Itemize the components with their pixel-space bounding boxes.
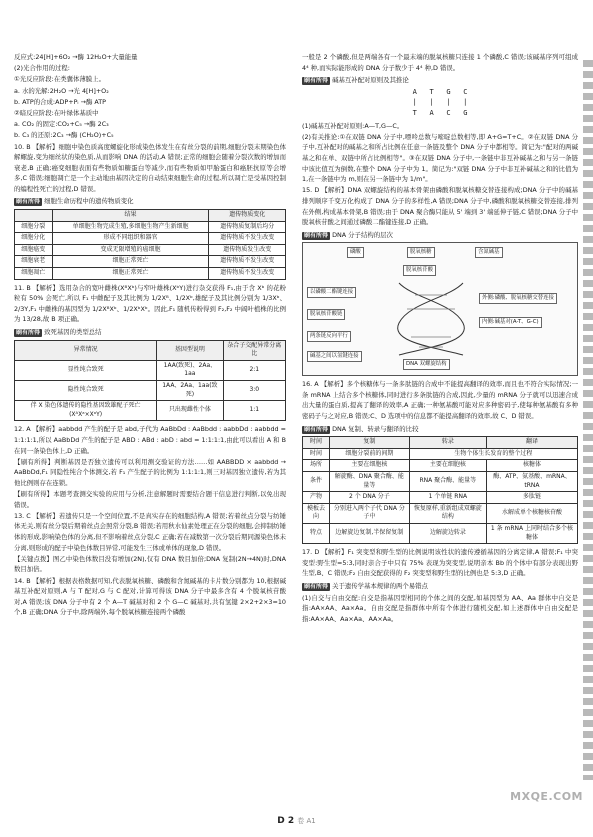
base-letter: C xyxy=(446,108,451,117)
base-letter: T xyxy=(412,108,417,117)
answer-13: 13. C 【解析】若遗传只是一个空间位置,不是真实存在的细胞结构,A 错误;若着丝点分裂与纺锤体无关,则有丝分裂后期着丝点会照常分裂,B 错误;若用秋水仙素处理正在分裂的细胞,会抑制纺锤体的形成,影响染色体的分离,但不影响着丝点分裂,C 正确;若在减数第一次分裂后期同源染色体未分离,则形成的配子中染色体数目异常,可能发生三体或单体的现象,D 错误。 xyxy=(14,511,286,552)
text-line: ①光反应阶段:在类囊体薄膜上。 xyxy=(14,75,105,84)
text-line: 反应式:24[H]+6O₂ →酶 12H₂O+大量能量 xyxy=(14,53,138,61)
table-cell: 细胞分化 xyxy=(15,233,53,245)
table-cell-changes xyxy=(14,209,286,280)
table-lethal-genes xyxy=(14,340,286,422)
tip-heading-16 xyxy=(302,424,578,435)
tip-badge: 刷有所得 xyxy=(16,198,41,206)
base-letter: G xyxy=(446,87,451,96)
table-cell: 主要在细胞核 xyxy=(329,460,409,472)
base-letter: C xyxy=(463,87,468,96)
table-cell: 多肽链 xyxy=(486,492,577,504)
tip-heading-1 xyxy=(302,75,578,86)
text-line: ②暗反应阶段:在叶绿体基质中 xyxy=(14,108,99,117)
text-line: a. CO₂ 的固定:CO₂+C₅ →酶 2C₃ xyxy=(14,120,109,129)
table-header xyxy=(15,210,53,222)
table-cell: 模板去向 xyxy=(303,503,330,523)
tip-title: 碱基互补配对原则及其推论 xyxy=(332,76,409,85)
table-cell: 条件 xyxy=(303,472,330,492)
table-cell: 时间 xyxy=(303,448,330,460)
table-cell: 伴 X 染色体遗传的隐性基因致雄配子死亡(XᴬXᵃ×XᵃY) xyxy=(15,401,157,421)
watermark-logo: MXQE.COM xyxy=(510,790,583,803)
table-header: 异常情况 xyxy=(15,340,157,360)
table-header: 结果 xyxy=(52,210,209,222)
answer-10: 10. B 【解析】细胞中染色质高度螺旋化形成染色体发生在有丝分裂的前期,细胞分裂末期染色体解螺旋,变为细丝状的染色质,从而影响 DNA 的活动,A 错误;正常的细胞会随着分裂次数的增加而衰老,B 正确;癌变细胞表面有些物质如糖蛋白等减少,而有些物质如甲胎蛋白和癌胚抗原等会增多,C 错误;细胞凋亡是一个主动地由基因决定的自动结束细胞生命的过程,所以凋亡是受基因控制的编程性死亡的过程,D 错误。 xyxy=(14,142,286,193)
table-cell: 场所 xyxy=(303,460,330,472)
edge-stripes xyxy=(583,60,593,780)
diagram-label: 含氮碱基 xyxy=(475,247,503,258)
table-row xyxy=(15,380,286,400)
text-line: (1)碱基互补配对原则:A—T,G—C。 xyxy=(302,121,404,130)
tip-title: 细胞生命历程中的遗传物质变化 xyxy=(44,197,134,206)
table-header: 基因型说明 xyxy=(157,340,223,360)
table-row xyxy=(15,221,286,233)
left-column xyxy=(14,52,286,619)
table-cell: 细胞分裂前的间期 xyxy=(329,448,409,460)
tip-title: DNA 复制、转录与翻译的比较 xyxy=(332,424,419,433)
tip-badge: 刷有所得 xyxy=(304,425,329,433)
table-cell: 分别进入两个子代 DNA 分子中 xyxy=(329,503,409,523)
tip-heading-10 xyxy=(14,196,286,207)
table-row xyxy=(15,401,286,421)
table-cell: 恢复原样,重新组成双螺旋结构 xyxy=(409,503,486,523)
answer-15: 15. D 【解析】DNA 双螺旋结构的基本骨架由磷酸和脱氧核糖交替连接构成;DNA 分子中的碱基排列顺序千变万化构成了 DNA 分子的多样性,A 错误;DNA 分子中,磷酸和脱氧核糖交替连接,排列在外侧,构成基本骨架,B 错误;由于 DNA 聚合酶只能从 5' 端到 3' 端延伸子链,C 错误;DNA 分子中脱氧核苷酸之间通过磷酸二酯键连接,D 正确。 xyxy=(302,186,578,227)
answer-12-note: 【刷有所得】判断基因是否独立遗传可以利用测交验证的方法……如 AABBDD × aabbdd → AaBbDd,F₁ 同隐性纯合个体测交,若 F₁ 产生配子的比例为 1:1:1:1,则三对基因独立遗传,若为其他比例则存在连锁。 xyxy=(14,457,286,487)
answer-12: 12. A 【解析】aabbdd 产生的配子是 abd,子代为 AaBbDd : AaBbdd : aabbDd : aabbdd = 1:1:1:1,所以 AaBbDd 产生的配子是 ABD : ABd : abD : abd = 1:1:1:1,由此可以看出 A 和 B 在同一条染色体上,D 正确。 xyxy=(14,425,286,455)
table-row xyxy=(15,360,286,380)
table-cell: 遗传物质不发生改变 xyxy=(209,233,286,245)
dna-structure-diagram xyxy=(302,242,578,376)
table-cell: 细胞分裂 xyxy=(15,221,53,233)
answer-11: 11. B 【解析】选用杂合的宽叶雌株(XᴮXᵇ)与窄叶雄株(XᵇY)进行杂交获得 F₁,由于含 Xᵇ 的花粉粒有 50% 会死亡,所以 F₁ 中雌配子及其比例为 1/2Xᴮ、1/2Xᵇ,雄配子及其比例分别为 1/3Xᵇ、2/3Y,F₁ 中雌株的基因型为 1/2XᴮXᵇ、1/2XᵇXᵇ。因此,F₁ 随机传粉得到 F₂,F₂ 中阔叶植株的比例为 13/28,故 B 项正确。 xyxy=(14,283,286,324)
diagram-label: 两条链反向平行 xyxy=(307,331,351,342)
table-cell: 形成不同组织和器官 xyxy=(52,233,209,245)
table-cell: 2 个 DNA 分子 xyxy=(329,492,409,504)
table-cell: 遗传物质发生改变 xyxy=(209,244,286,256)
table-cell: 遗传物质不发生改变 xyxy=(209,256,286,268)
table-cell: 酶、ATP、氨基酸、mRNA、tRNA xyxy=(486,472,577,492)
table-cell: 边解旋边转录 xyxy=(409,524,486,544)
table-row xyxy=(15,233,286,245)
text-line: (2)有关推论:①在双链 DNA 分子中,嘌呤总数与嘧啶总数相等,即 A+G=T+C。②在双链 DNA 分子中,互补配对的碱基之和所占比例在任意一条链及整个 DNA 分子中都相等。简记为:"配对的两碱基之和在单、双链中所占比例相等"。③在双链 DNA 分子中,一条链中非互补碱基之和与另一条链中该比值互为倒数,在整个 DNA 分子中为 1。简记为:"双链 DNA 分子中非互补碱基之和的比值为 1,在一条链中为 m,则在另一条链中为 1/m"。 xyxy=(302,132,578,184)
text-line: a. 水的光解:2H₂O →光 4[H]+O₂ xyxy=(14,86,109,95)
table-header: 时间 xyxy=(303,437,330,449)
table-cell: 核糖体 xyxy=(486,460,577,472)
diagram-label: 外侧:磷酸、脱氧核糖交替连接 xyxy=(479,293,557,304)
table-row xyxy=(303,492,578,504)
table-cell: 细胞正常死亡 xyxy=(52,256,209,268)
table-cell: 变成无限增殖的癌细胞 xyxy=(52,244,209,256)
tip-title: 关于遗传学基本规律的两个易错点 xyxy=(332,581,428,590)
tip-heading-15 xyxy=(302,230,578,241)
table-row xyxy=(303,503,578,523)
diagram-label: DNA 双螺旋结构 xyxy=(403,359,450,370)
base-letter: A xyxy=(429,108,434,117)
diagram-label: 碱基之间以氢键连接 xyxy=(307,351,362,362)
table-header: 复制 xyxy=(329,437,409,449)
table-cell: 1 个单链 RNA xyxy=(409,492,486,504)
answer-13-note: 【关键点拨】图乙中染色体数目没有增加(2N),仅有 DNA 数目加倍;DNA 复制(2N→4N)时,DNA 数目加倍。 xyxy=(14,554,286,574)
tip-heading-11 xyxy=(14,327,286,338)
table-cell: 水解成单个核糖核苷酸 xyxy=(486,503,577,523)
answer-12-note: 【刷有所得】本题考查测交实验的应用与分析,注意解题时需要结合题干信息进行判断,以免出现错误。 xyxy=(14,490,286,509)
table-cell: 细胞衰老 xyxy=(15,256,53,268)
table-replication-comparison xyxy=(302,436,578,544)
table-cell: 生物个体生长发育的整个过程 xyxy=(409,448,577,460)
base-letter: T xyxy=(429,87,434,96)
page-number: D 2 xyxy=(277,816,295,826)
table-row xyxy=(15,256,286,268)
tip-title: 致死基因的类型总结 xyxy=(44,328,102,336)
diagram-label: 磷酸 xyxy=(347,247,364,258)
base-letter: A xyxy=(412,87,417,96)
table-cell: 隐性纯合致死 xyxy=(15,380,157,400)
table-cell: 1AA、2Aa、1aa(致死) xyxy=(157,380,223,400)
sequence-strand-bottom xyxy=(302,108,578,119)
diagram-label: 脱氧核糖 xyxy=(407,247,435,258)
tip-badge: 刷有所得 xyxy=(16,329,41,336)
page-footer xyxy=(0,816,593,826)
table-cell: 细胞正常死亡 xyxy=(52,268,209,280)
table-row xyxy=(303,460,578,472)
table-row xyxy=(15,244,286,256)
diagram-label: 以磷酸二酯键连接 xyxy=(307,287,356,298)
answer-16: 16. A 【解析】多个核糖体与一条多肽链的合成中不能提高翻译的效率,而且也不符合实际情况;一条 mRNA 上结合多个核糖体,同时进行多条肽链的合成,因此,少量的 mRNA 分子就可以迅速合成出大量的蛋白质,提高了翻译的效率,A 正确;一种氨基酸可能对应多种密码子,使每种氨基酸有多种密码子与之对应,B 错误;C、D 选项中的信息都不能提高翻译的效率,故 C、D 错误。 xyxy=(302,380,578,421)
table-cell: 特点 xyxy=(303,524,330,544)
tip-title: DNA 分子结构的层次 xyxy=(332,230,393,239)
table-cell: 1:1 xyxy=(223,401,285,421)
table-cell: 遗传物质不发生改变 xyxy=(209,268,286,280)
table-cell: 单细胞生物完成生殖,多细胞生物产生新细胞 xyxy=(52,221,209,233)
diagram-label: 脱氧核苷酸 xyxy=(403,265,436,276)
table-cell: 边解旋边复制,半保留复制 xyxy=(329,524,409,544)
table-cell: 1AA(致死)、2Aa、1aa xyxy=(157,360,223,380)
table-header: 翻译 xyxy=(486,437,577,449)
text-line: (1)自交与自由交配:自交是指基因型相同的个体之间的交配,如基因型为 AA、Aa 群体中自交是指:AA×AA、Aa×Aa。自由交配是指群体中所有个体进行随机交配,如上述群体中自由交配是指:AA×AA、Aa×Aa、AA×Aa。 xyxy=(302,593,578,623)
page-volume: 卷 A1 xyxy=(297,817,316,825)
pair-lines: | | | | xyxy=(412,98,468,107)
table-cell: 显性纯合致死 xyxy=(15,360,157,380)
table-row xyxy=(15,268,286,280)
text-line: b. C₃ 的还原:2C₃ →酶 (CH₂O)+C₅ xyxy=(14,131,114,140)
table-row xyxy=(303,472,578,492)
table-cell: 产物 xyxy=(303,492,330,504)
text-line: (2)光合作用的过程: xyxy=(14,64,70,73)
table-cell: 1 条 mRNA 上同时结合多个核糖体 xyxy=(486,524,577,544)
diagram-label: 脱氧核苷酸链 xyxy=(307,309,345,320)
diagram-label: 内侧:碱基对(A-T、G-C) xyxy=(479,317,542,328)
base-letter: G xyxy=(463,108,468,117)
table-header: 转录 xyxy=(409,437,486,449)
text-line: 一般是 2 个磷酸,但是两端各有一个最末端的脱氧核糖只连接 1 个磷酸,C 错误;该碱基序列可组成 4⁴ 种,而实际能形成的 DNA 分子数少于 4⁴ 种,D 错误。 xyxy=(302,53,578,72)
table-cell: 遗传物质复制后均分 xyxy=(209,221,286,233)
table-cell: RNA 聚合酶、能量等 xyxy=(409,472,486,492)
sequence-strand-top xyxy=(302,87,578,98)
table-cell: 3:0 xyxy=(223,380,285,400)
table-header: 遗传物质变化 xyxy=(209,210,286,222)
base-pair-sequence xyxy=(302,87,578,119)
table-row xyxy=(303,524,578,544)
tip-badge: 刷有所得 xyxy=(304,231,329,239)
text-line: b. ATP的合成:ADP+Pᵢ →酶 ATP xyxy=(14,97,107,106)
tip-heading-17 xyxy=(302,581,578,592)
table-cell: 解旋酶、DNA 聚合酶、能量等 xyxy=(329,472,409,492)
table-cell: 细胞癌变 xyxy=(15,244,53,256)
table-cell: 主要在细胞核 xyxy=(409,460,486,472)
table-row xyxy=(303,448,578,460)
table-header: 杂合子交配异常分离比 xyxy=(223,340,285,360)
answer-17: 17. D 【解析】F₁ 突变型和野生型的比例说明该性状的遗传遵循基因的分离定律,A 错误;F₁ 中突变型:野生型=5:3,同时亲合子中只有 75% 表现为突变型,说明亲本 Bb 的个体中有部分表现出野生型,B、C 错误;F₂ 自由交配获得的 F₂ 突变型和野生型的比例也是 5:3,D 正确。 xyxy=(302,548,578,578)
right-column xyxy=(302,52,578,625)
table-cell: 细胞凋亡 xyxy=(15,268,53,280)
answer-14: 14. B 【解析】根据表格数据可知,代表脱氧核糖、磷酸和含氮碱基的卡片数分别都为 10,根据碱基互补配对原则,A 与 T 配对,G 与 C 配对,计算可得该 DNA 分子中最多含有 4 个脱氧核苷酸对,A 错误;该 DNA 分子中有 2 个 A—T 碱基对和 2 个 G—C 碱基对,共有氢键 2×2+2×3=10 个,B 正确;DNA 分子中,除两端外,每个脱氧核糖连接两个磷酸 xyxy=(14,576,286,617)
tip-badge: 刷有所得 xyxy=(304,582,329,590)
table-cell: 2:1 xyxy=(223,360,285,380)
dna-helix-icon xyxy=(303,243,577,375)
tip-badge: 刷有所得 xyxy=(304,77,329,85)
table-cell: 只出现雌性个体 xyxy=(157,401,223,421)
